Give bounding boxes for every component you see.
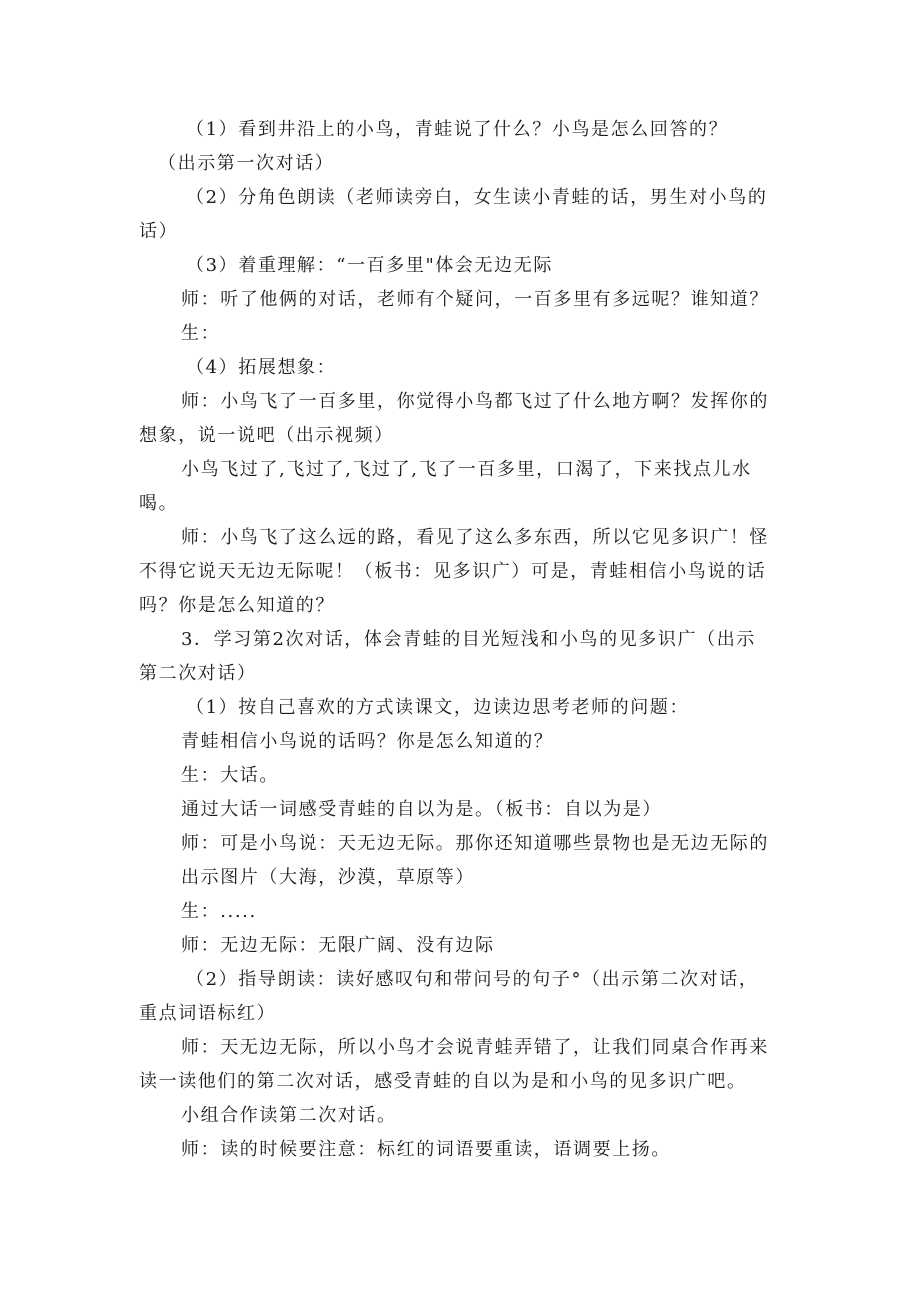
text-line: （2）分角色朗读（老师读旁白，女生读小青蛙的话，男生对小鸟的 bbox=[186, 187, 768, 208]
text-line: 小鸟飞过了,飞过了,飞过了,飞了一百多里，口渴了，下来找点儿水 bbox=[181, 459, 752, 480]
text-line: （2）指导朗读：读好感叹句和带问号的句子°（出示第二次对话， bbox=[186, 969, 759, 990]
text-line: 话） bbox=[139, 221, 179, 242]
text-line: 师：小鸟飞了这么远的路，看见了这么多东西，所以它见多识广！怪 bbox=[181, 527, 769, 548]
text-line: 通过大话一词感受青蛙的自以为是。（板书：自以为是） bbox=[181, 799, 662, 820]
text-line: 出示图片（大海，沙漠，草原等） bbox=[181, 867, 475, 888]
text-line: 3．学习第2次对话，体会青蛙的目光短浅和小鸟的见多识广（出示 bbox=[181, 629, 756, 650]
text-line: 第二次对话） bbox=[139, 663, 257, 684]
text-line: （4）拓展想象： bbox=[186, 357, 337, 378]
text-line: （1）看到井沿上的小鸟，青蛙说了什么？小鸟是怎么回答的？ bbox=[186, 119, 729, 140]
text-line: 生：大话。 bbox=[181, 765, 279, 786]
text-line: 青蛙相信小鸟说的话吗？你是怎么知道的？ bbox=[181, 731, 554, 752]
text-line: 喝。 bbox=[139, 493, 179, 514]
text-line: 不得它说天无边无际呢！（板书：见多识广）可是，青蛙相信小鸟说的话 bbox=[139, 561, 767, 582]
text-line: （3）着重理解：“一百多里"体会无边无际 bbox=[186, 255, 553, 276]
text-line: 师：听了他俩的对话，老师有个疑问，一百多里有多远呢？谁知道？ bbox=[181, 289, 769, 310]
text-line: 小组合作读第二次对话。 bbox=[181, 1105, 397, 1126]
text-line: 重点词语标红） bbox=[139, 1003, 277, 1024]
text-line: 吗？你是怎么知道的？ bbox=[139, 595, 335, 616]
text-line: 师：可是小鸟说：天无边无际。那你还知道哪些景物也是无边无际的 bbox=[181, 833, 769, 854]
text-line: 生：..... bbox=[181, 901, 257, 922]
text-line: 师：读的时候要注意：标红的词语要重读，语调要上扬。 bbox=[181, 1139, 671, 1160]
text-line: 生： bbox=[181, 323, 221, 344]
text-line: 想象，说一说吧（出示视频） bbox=[139, 425, 394, 446]
text-line: （出示第一次对话） bbox=[158, 153, 335, 174]
text-line: 师：天无边无际，所以小鸟才会说青蛙弄错了，让我们同桌合作再来 bbox=[181, 1037, 769, 1058]
text-line: 师：无边无际：无限广阔、没有边际 bbox=[181, 935, 495, 956]
text-line: 师：小鸟飞了一百多里，你觉得小鸟都飞过了什么地方啊？发挥你的 bbox=[181, 391, 769, 412]
text-line: 读一读他们的第二次对话，感受青蛙的自以为是和小鸟的见多识广吧。 bbox=[139, 1071, 747, 1092]
text-line: （1）按自己喜欢的方式读课文，边读边思考老师的问题： bbox=[186, 697, 690, 718]
